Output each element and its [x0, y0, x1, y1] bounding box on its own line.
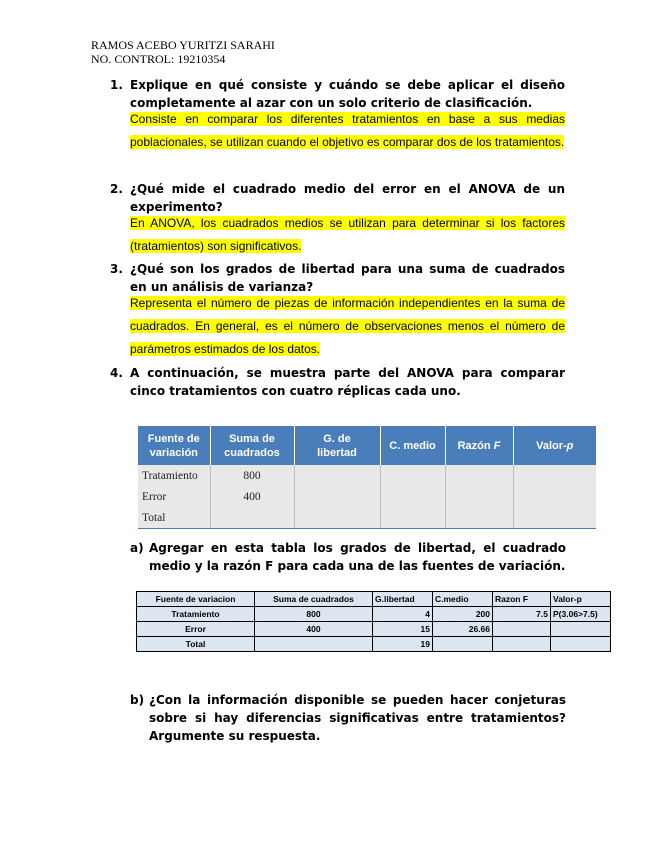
sub-question-label: a)	[130, 541, 144, 555]
cell-gl: 19	[373, 637, 433, 652]
cell-razon	[445, 465, 513, 486]
cell-cmedio	[380, 486, 445, 507]
cell-gl	[294, 486, 380, 507]
cell-fuente: Tratamiento	[138, 465, 210, 486]
sub-question-b	[130, 691, 566, 745]
sub-question-text: ¿Con la información disponible se pueden hacer conjeturas sobre si hay diferencias significativas entre tratamientos? Argumente su respuesta.	[149, 693, 566, 743]
control-number: NO. CONTROL: 19210354	[91, 52, 226, 66]
cell-fuente: Total	[138, 507, 210, 529]
cell-fuente: Tratamiento	[137, 607, 255, 622]
question-4	[110, 364, 565, 400]
table-header-row	[138, 426, 596, 465]
cell-suma: 400	[255, 622, 373, 637]
cell-cmedio: 26.66	[433, 622, 493, 637]
question-number: 4.	[110, 366, 123, 380]
cell-cmedio	[380, 507, 445, 529]
table-row	[137, 607, 611, 622]
question-1	[110, 76, 565, 112]
question-number: 3.	[110, 262, 123, 276]
header-cell: Fuente de variacion	[137, 592, 255, 607]
cell-gl	[294, 507, 380, 529]
sub-question-text: Agregar en esta tabla los grados de libertad, el cuadrado medio y la razón F para cada una de las fuentes de variación.	[149, 541, 566, 573]
answer-text: Representa el número de piezas de información independientes en la suma de cuadrados. En general, es el número de observaciones menos el número de parámetros estimados de los datos.	[130, 296, 565, 356]
cell-valor	[513, 465, 596, 486]
header-cell: Valor-p	[551, 592, 611, 607]
cell-razon: 7.5	[493, 607, 551, 622]
student-name: RAMOS ACEBO YURITZI SARAHI	[91, 38, 275, 52]
cell-valor: P(3.06>7.5)	[551, 607, 611, 622]
cell-valor	[513, 486, 596, 507]
cell-gl	[294, 465, 380, 486]
cell-suma: 400	[210, 486, 294, 507]
table-row	[138, 486, 596, 507]
cell-razon	[445, 507, 513, 529]
table-row	[137, 637, 611, 652]
cell-valor	[551, 637, 611, 652]
cell-gl: 15	[373, 622, 433, 637]
cell-fuente: Total	[137, 637, 255, 652]
cell-valor	[551, 622, 611, 637]
question-text: A continuación, se muestra parte del ANOVA para comparar cinco tratamientos con cuatro réplicas cada uno.	[130, 366, 565, 398]
question-2	[110, 180, 565, 216]
cell-razon	[445, 486, 513, 507]
cell-gl: 4	[373, 607, 433, 622]
question-text: Explique en qué consiste y cuándo se debe aplicar el diseño completamente al azar con un solo criterio de clasificación.	[130, 78, 565, 110]
cell-suma	[210, 507, 294, 529]
question-3	[110, 260, 565, 296]
table-row	[138, 507, 596, 529]
answer-1	[130, 108, 565, 154]
cell-razon	[493, 637, 551, 652]
answer-3	[130, 292, 565, 361]
question-number: 2.	[110, 182, 123, 196]
sub-question-a	[130, 539, 566, 575]
question-number: 1.	[110, 78, 123, 92]
filled-anova-table	[136, 591, 611, 652]
header-suma: Suma de cuadrados	[210, 426, 294, 465]
cell-suma	[255, 637, 373, 652]
cell-razon	[493, 622, 551, 637]
header-razon: Razón F	[445, 426, 513, 465]
cell-suma: 800	[255, 607, 373, 622]
header-cell: Razon F	[493, 592, 551, 607]
table-header-row	[137, 592, 611, 607]
cell-cmedio: 200	[433, 607, 493, 622]
header-cell: C.medio	[433, 592, 493, 607]
cell-valor	[513, 507, 596, 529]
cell-fuente: Error	[138, 486, 210, 507]
header-valor: Valor-p	[513, 426, 596, 465]
answer-text: En ANOVA, los cuadrados medios se utilizan para determinar si los factores (tratamientos) son significativos.	[130, 216, 565, 253]
table-row	[137, 622, 611, 637]
question-text: ¿Qué son los grados de libertad para una suma de cuadrados en un análisis de varianza?	[130, 262, 565, 294]
anova-table	[138, 426, 596, 529]
header-fuente: Fuente de variación	[138, 426, 210, 465]
cell-cmedio	[380, 465, 445, 486]
question-text: ¿Qué mide el cuadrado medio del error en el ANOVA de un experimento?	[130, 182, 565, 214]
answer-2	[130, 212, 565, 258]
cell-fuente: Error	[137, 622, 255, 637]
sub-question-label: b)	[130, 693, 145, 707]
header-gl: G. de libertad	[294, 426, 380, 465]
cell-cmedio	[433, 637, 493, 652]
header-cmedio: C. medio	[380, 426, 445, 465]
header-cell: Suma de cuadrados	[255, 592, 373, 607]
student-header	[91, 38, 275, 66]
table-row	[138, 465, 596, 486]
header-cell: G.libertad	[373, 592, 433, 607]
cell-suma: 800	[210, 465, 294, 486]
answer-text: Consiste en comparar los diferentes tratamientos en base a sus medias poblacionales, se utilizan cuando el objetivo es comparar dos de los tratamientos.	[130, 112, 565, 149]
